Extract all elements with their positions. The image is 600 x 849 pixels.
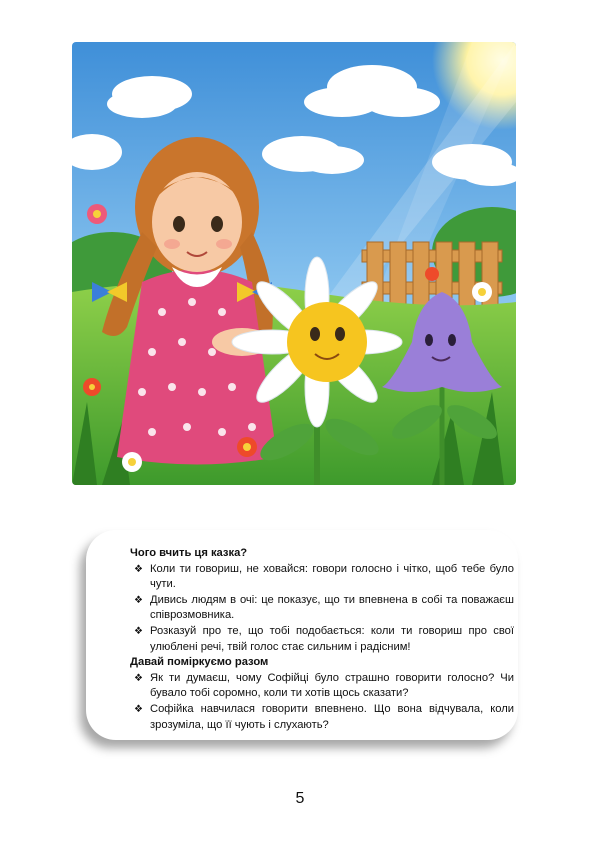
- list-item: ❖ Розказуй про те, що тобі подобається: коли ти говориш про свої улюблені речі, твій голос стає сильним і радісним!: [134, 624, 514, 653]
- bullet-icon: ❖: [134, 672, 143, 684]
- discussion-heading: Давай поміркуємо разом: [130, 656, 269, 669]
- story-illustration: [72, 42, 516, 485]
- lesson-heading: Чого вчить ця казка?: [130, 547, 248, 559]
- list-item: ❖ Софійка навчилася говорити впевнено. Що вона відчувала, коли зрозуміла, що її чують і слухають?: [134, 702, 514, 731]
- lesson-text: [130, 546, 514, 733]
- list-item: ❖ Дивись людям в очі: це показує, що ти впевнена в собі та поважаєш співрозмовника.: [134, 593, 514, 622]
- bullet-icon: ❖: [134, 594, 143, 606]
- bullet-icon: ❖: [134, 625, 143, 637]
- bullet-icon: ❖: [134, 563, 143, 575]
- list-item: ❖ Коли ти говориш, не ховайся: говори голосно і чітко, щоб тебе було чути.: [134, 562, 514, 591]
- list-item: ❖ Як ти думаєш, чому Софійці було страшно говорити голосно? Чи бувало тобі соромно, коли ти хотів щось сказати?: [134, 671, 514, 700]
- discussion-list: [130, 671, 514, 733]
- page-number: 5: [295, 790, 305, 807]
- bullet-icon: ❖: [134, 703, 143, 715]
- lesson-list: [130, 562, 514, 656]
